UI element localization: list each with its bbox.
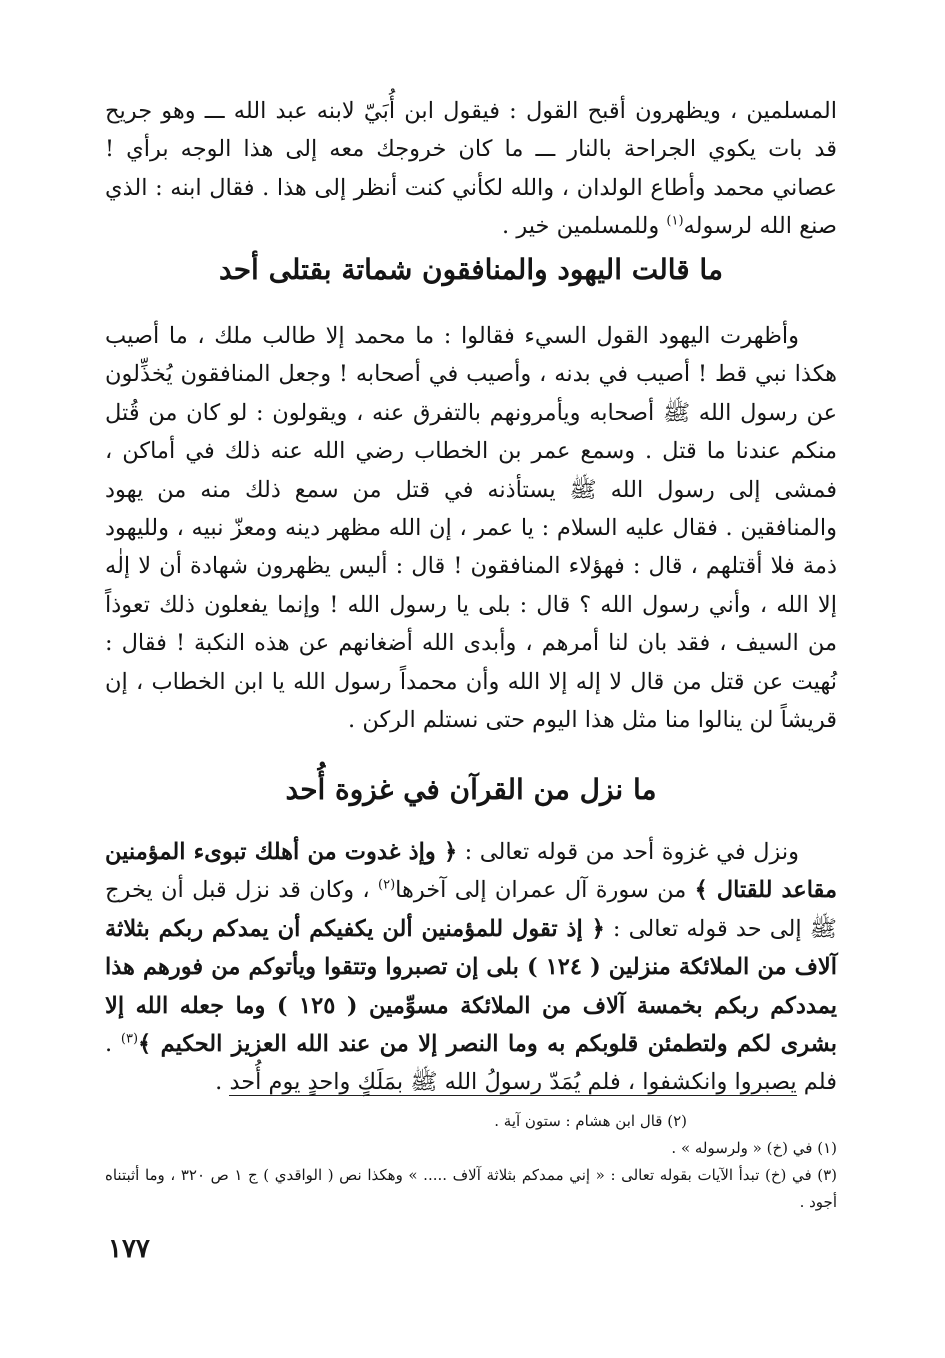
footnote-ref-1[interactable]: (١) (666, 213, 684, 229)
quran-verse-2: ﴿ إذ تقول للمؤمنين ألن يكفيكم أن يمدكم ربكم بثلاثة آلاف من الملائكة منزلين ( ١٢٤ ) بلى إن تصبروا وتتقوا ويأتوكم من فورهم هذا يمددكم ربكم بخمسة آلاف من الملائكة مسوِّمين ( ١٢٥ ) وما جعله الله إلا بشرى لكم ولتطمئن قلوبكم به وما النصر إلا من عند الله العزيز الحكيم ﴾ (105, 915, 837, 1058)
paragraph-jews-hypocrites (105, 317, 837, 739)
footnote-3: (٣) في (خ) تبدأ الآيات بقوله تعالى : « إني ممدكم بثلاثة آلاف ..... » وهكذا نص ( الواقدي ) ج ١ ص ٣٢٠ ، وما أثبتناه أجود . (105, 1166, 837, 1211)
footnotes (105, 1108, 837, 1216)
paragraph2-text: وأظهرت اليهود القول السيء فقالوا : ما محمد إلا طالب ملك ، ما أصيب هكذا نبي قط ! أصيب في بدنه ، وأصيب في أصحابه ! وجعل المنافقون يُخذِّلون عن رسول الله ﷺ أصحابه ويأمرونهم بالتفرق عنه ، ويقولون : لو كان من قُتل منكم عندنا ما قتل . وسمع عمر بن الخطاب رضي الله عنه ذلك في أماكن ، فمشى إلى رسول الله ﷺ يستأذنه في قتل من سمع ذلك منه من يهود والمنافقين . فقال عليه السلام : يا عمر ، إن الله مظهر دينه ومعزّ نبيه ، ولليهود ذمة فلا أقتلهم ، قال : فهؤلاء المنافقون ! قال : أليس يظهرون شهادة أن لا إلٰه إلا الله ، وأني رسول الله ؟ قال : بلى يا رسول الله ! وإنما يفعلون ذلك تعوذاً من السيف ، فقد بان لنا أمرهم ، وأبدى الله أضغانهم عن هذه النكبة ! فقال : نُهيت عن قتل من قال لا إله إلا الله وأن محمداً رسول الله يا ابن الخطاب ، إن قريشاً لن ينالوا منا مثل هذا اليوم حتى نستلم الركن . (105, 323, 837, 734)
section-heading-quran-revelation: ما نزل من القرآن في غزوة أُحد (285, 773, 657, 806)
paragraph-quran-revelation (105, 833, 837, 1102)
paragraph1-text: المسلمين ، ويظهرون أقبح القول : فيقول ابن أُبَيّ لابنه عبد الله ـــ وهو جريح قد بات يكوي الجراحة بالنار ـــ ما كان خروجك معه إلى هذا الوجه برأي ! عصاني محمد وأطاع الولدان ، والله لكأني كنت أنظر إلى هذا . فقال ابنه : الذي صنع الله لرسوله (105, 98, 837, 240)
paragraph3-intro: ونزل في غزوة أحد من قوله تعالى : (457, 839, 799, 865)
footnote-row-top (105, 1108, 837, 1135)
paragraph3-end: . (215, 1069, 230, 1096)
paragraph3-mid3: . فلم (105, 1031, 837, 1096)
section-heading-jews-hypocrites: ما قالت اليهود والمنافقون شماتة بقتلى أحد (219, 253, 723, 286)
paragraph3-mid2: ، وكان قد نزل قبل أن يخرج ﷺ إلى حد قوله تعالى : (105, 877, 837, 942)
footnote-2: (٢) قال ابن هشام : ستون آية . (494, 1112, 687, 1130)
paragraph-continuation (105, 92, 837, 246)
quran-verse-1: ﴿ وإذ غدوت من أهلك تبوىء المؤمنين مقاعد للقتال ﴾ (105, 839, 837, 904)
paragraph3-mid1: من سورة آل عمران إلى آخرها (395, 877, 695, 904)
footnote-ref-3[interactable]: (٣) (120, 1031, 139, 1047)
page-number: ١٧٧ (108, 1234, 150, 1264)
underlined-text: يصبروا وانكشفوا ، فلم يُمَدّ رسولُ الله ﷺ بمَلَكٍ واحدٍ يوم أُحد (229, 1069, 797, 1096)
paragraph1-tail: وللمسلمين خير . (502, 213, 667, 240)
footnote-1: (١) في (خ) « ولرسوله » . (671, 1139, 837, 1157)
footnote-ref-2[interactable]: (٢) (378, 877, 396, 893)
